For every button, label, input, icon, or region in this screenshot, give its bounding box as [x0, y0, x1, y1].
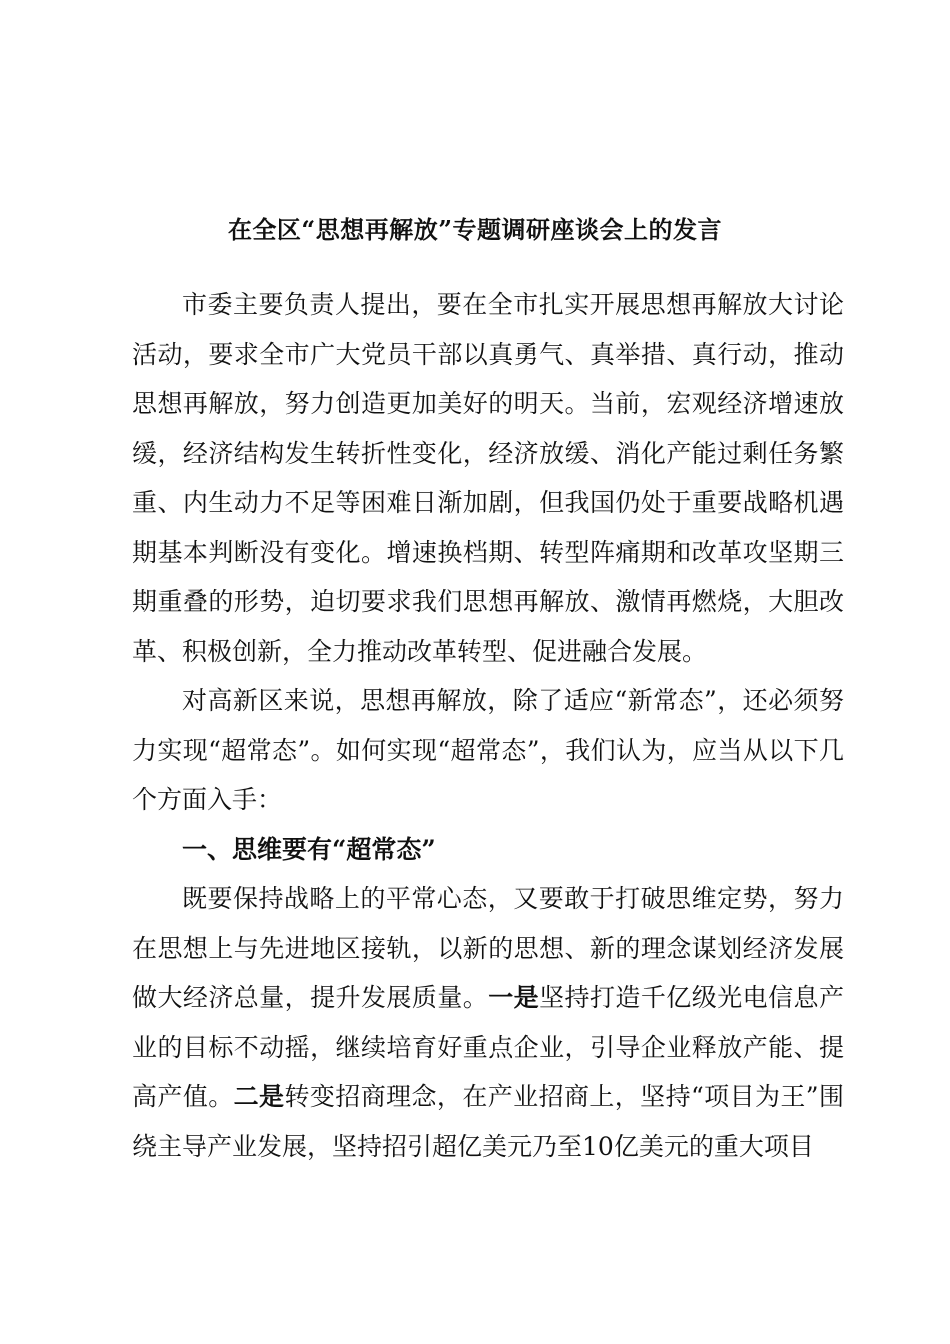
paragraph-intro: 市委主要负责人提出，要在全市扎实开展思想再解放大讨论活动，要求全市广大党员干部以真勇气、真举措、真行动，推动思想再解放，努力创造更加美好的明天。当前，宏观经济增速放缓，经济结构发生转折性变化，经济放缓、消化产能过剩任务繁重、内生动力不足等困难日渐加剧，但我国仍处于重要战略机遇期基本判断没有变化。增速换档期、转型阵痛期和改革攻坚期三期重叠的形势，迫切要求我们思想再解放、激情再燃烧，大胆改革、积极创新，全力推动改革转型、促进融合发展。: [132, 290, 844, 666]
document-body: [132, 280, 844, 1171]
section-heading-1: 一、思维要有“超常态”: [182, 834, 436, 864]
paragraph-section-1-text-c: 转变招商理念，在产业招商上，坚持“项目为王”围绕主导产业发展，坚持招引超亿美元乃至10亿美元的重大项目: [132, 1082, 844, 1161]
paragraph-section-1-text-a: 既要保持战略上的平常心态，又要敢于打破思维定势，努力在思想上与先进地区接轨，以新的思想、新的理念谋划经济发展做大经济总量，提升发展质量。: [132, 884, 844, 1012]
page-title: 在全区“思想再解放”专题调研座谈会上的发言: [227, 215, 723, 244]
paragraph-approach: 对高新区来说，思想再解放，除了适应“新常态”，还必须努力实现“超常态”。如何实现“超常态”，我们认为，应当从以下几个方面入手：: [132, 686, 844, 814]
paragraph-section-1-text-b: 坚持打造千亿级光电信息产业的目标不动摇，继续培育好重点企业，引导企业释放产能、提高产值。: [132, 983, 844, 1111]
point-label-first: 一是: [488, 983, 540, 1012]
point-label-second: 二是: [233, 1082, 285, 1111]
paragraph-section-1: [132, 874, 844, 1171]
